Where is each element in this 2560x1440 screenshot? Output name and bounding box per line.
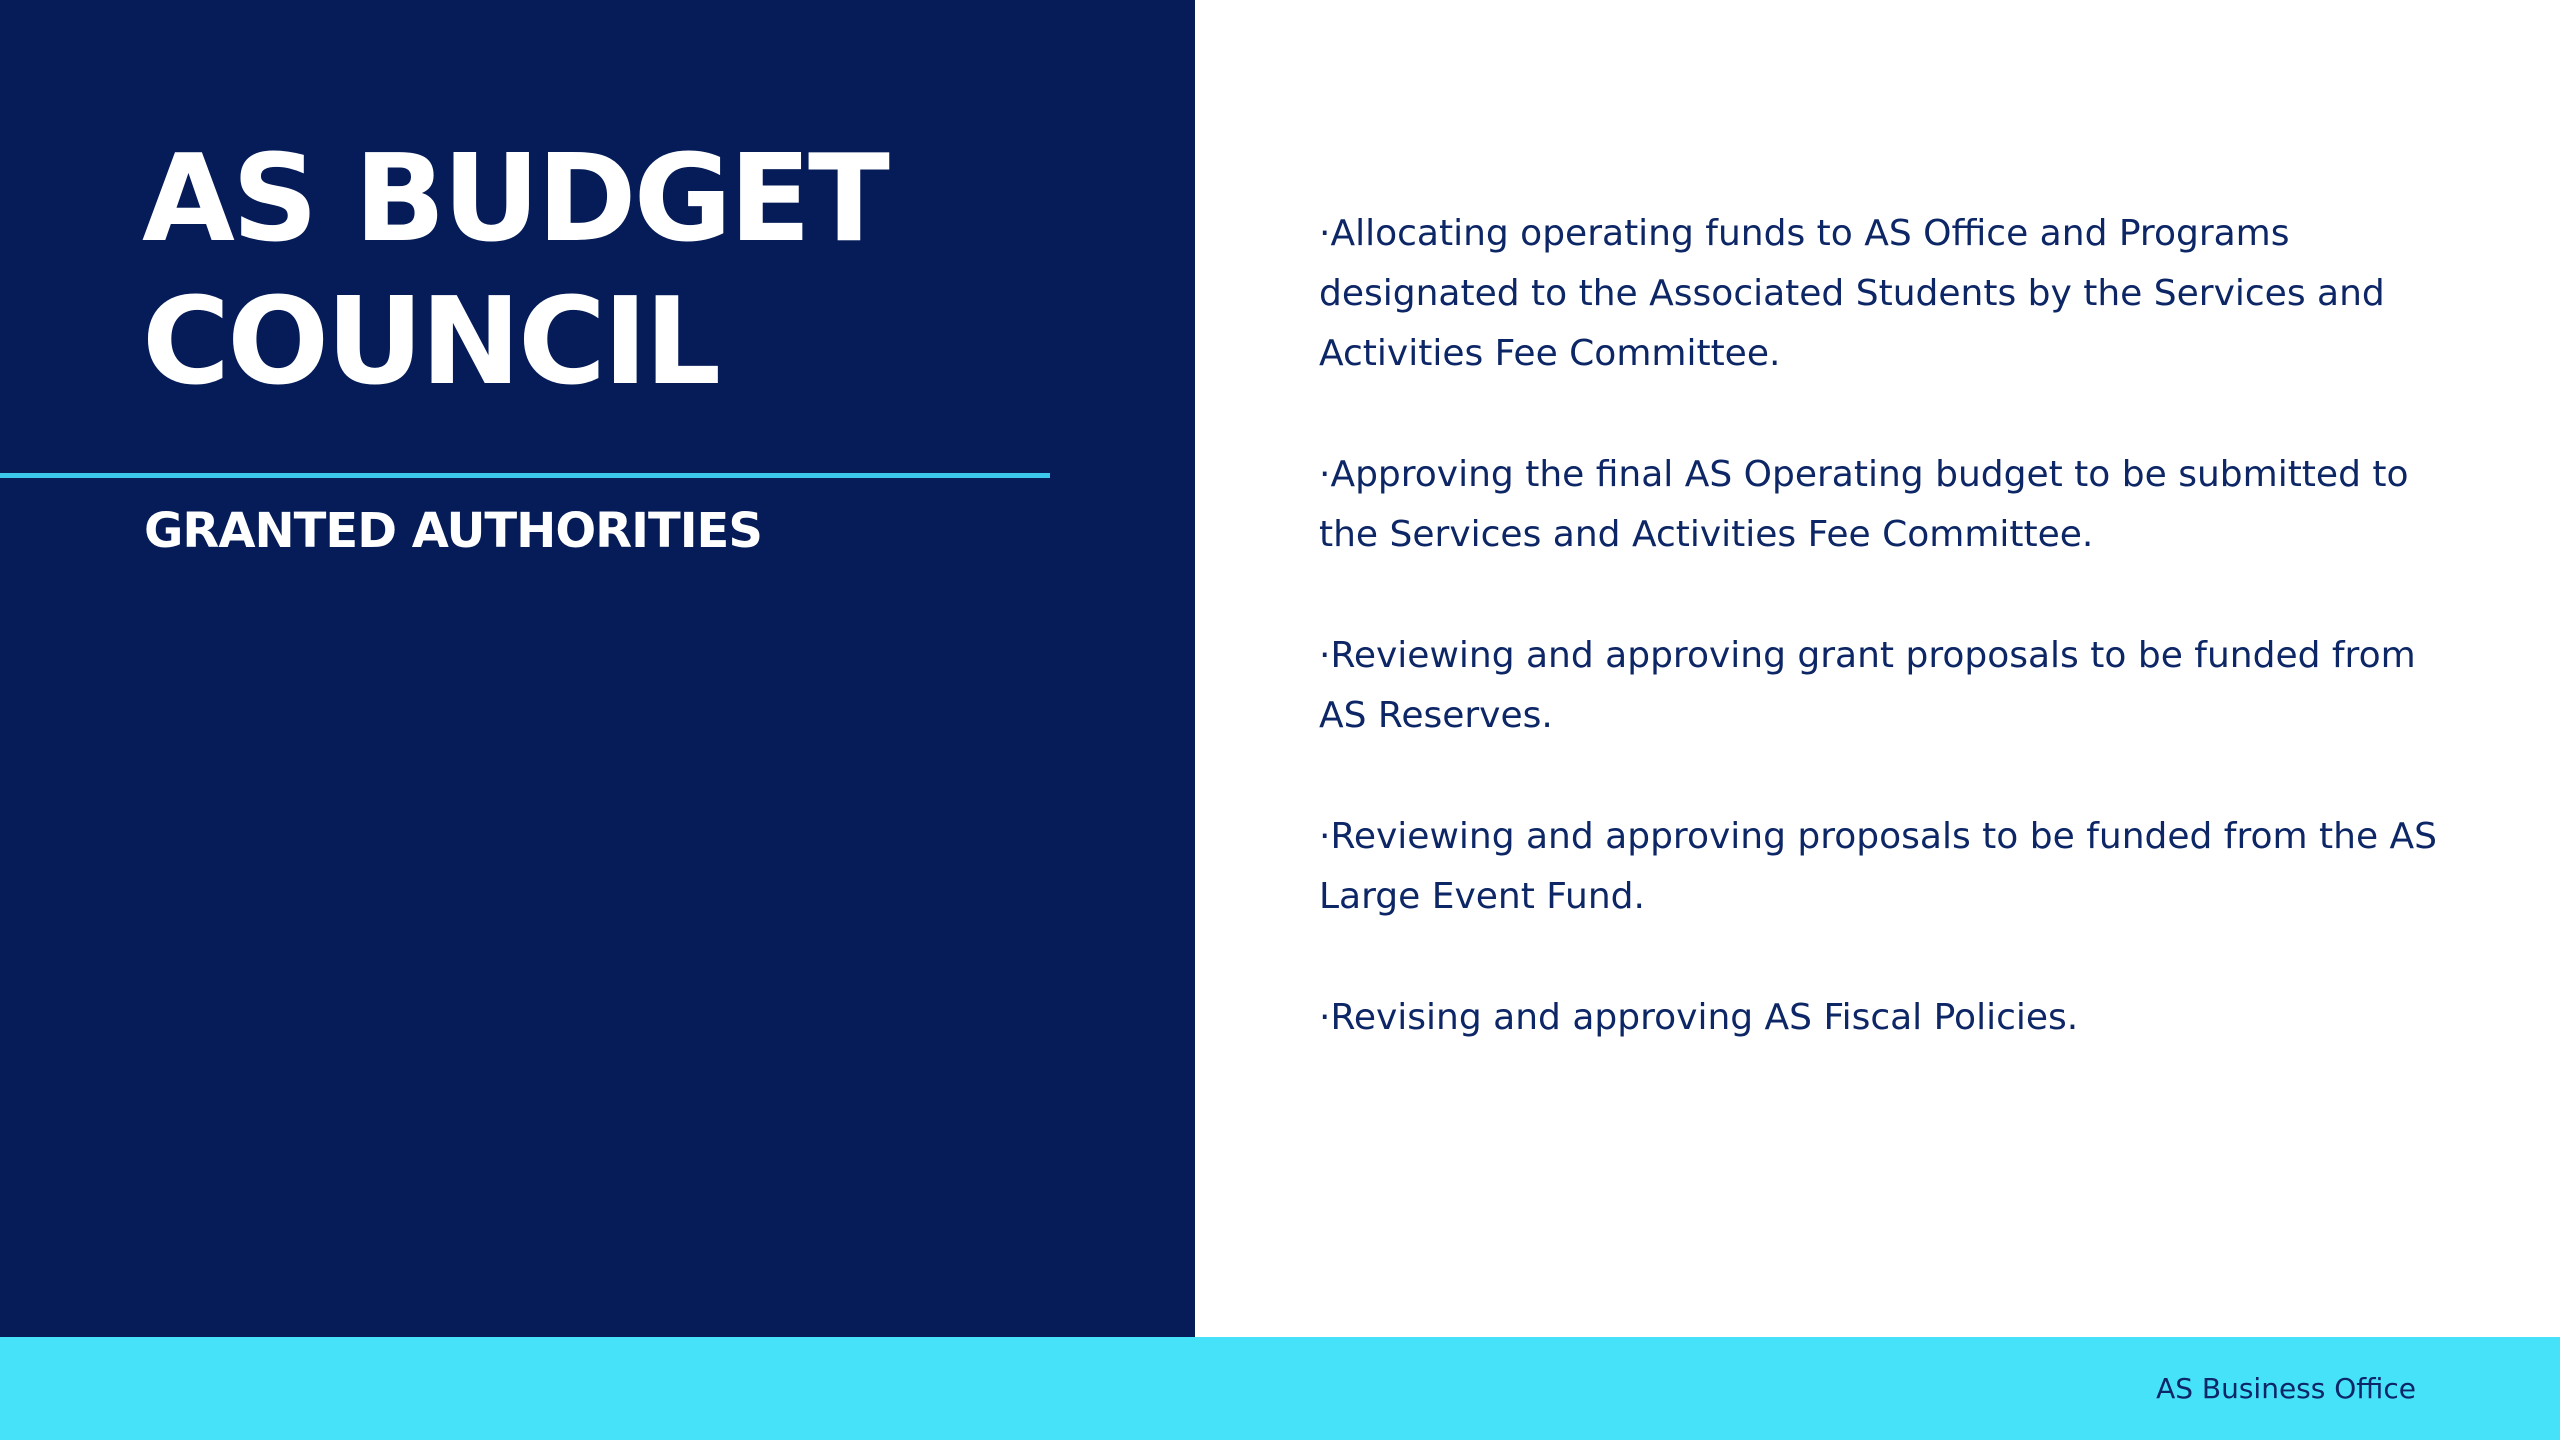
slide-subtitle: GRANTED AUTHORITIES [144, 503, 762, 559]
footer-label: AS Business Office [2156, 1372, 2416, 1405]
slide-title [142, 128, 1142, 414]
title-line-1: AS BUDGET [142, 130, 887, 269]
authority-item: ·Allocating operating funds to AS Office and Programs designated to the Associated Students by the Services and Activities Fee Committee. [1319, 213, 2385, 374]
authorities-list [1319, 204, 2449, 1109]
footer-bar [0, 1337, 2560, 1440]
authority-item: ·Approving the final AS Operating budget to be submitted to the Services and Activities Fee Committee. [1319, 454, 2409, 555]
title-divider [0, 473, 1050, 478]
authority-item: ·Revising and approving AS Fiscal Policies. [1319, 997, 2079, 1038]
title-line-2: COUNCIL [142, 273, 719, 412]
authority-item: ·Reviewing and approving grant proposals to be funded from AS Reserves. [1319, 635, 2416, 736]
authority-item: ·Reviewing and approving proposals to be funded from the AS Large Event Fund. [1319, 816, 2438, 917]
